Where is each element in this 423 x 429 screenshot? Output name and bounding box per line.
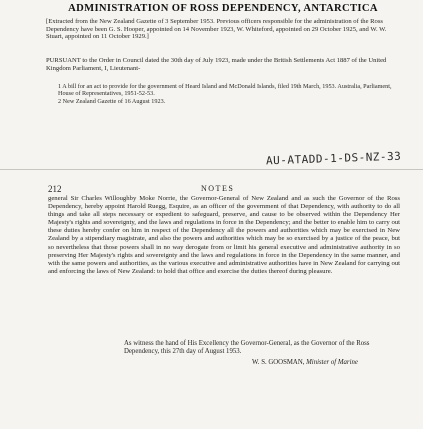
- gazette-extract-note: [Extracted from the New Zealand Gazette of 3 September 1953. Previous officers responsible for the administration of the Ross Dependency have been G. S. Hooper, appointed on 14 November 1923, W. Whiteford, appointed on 29 October 1925, and W. W. Stuart, appointed on 11 October 1929.]: [46, 18, 387, 41]
- handwritten-reference: AU-ATADD-1-DS-NZ-33: [265, 149, 402, 168]
- signatory-name: W. S. GOOSMAN,: [252, 359, 305, 366]
- signatory-title: Minister of Marine: [306, 359, 358, 366]
- footnote-1: 1 A bill for an act to provide for the government of Heard Island and McDonald Islands, filed 19th March, 1953. Australia, Parliament, House of Representatives, 1951-52-53.: [58, 83, 392, 98]
- footnote-2: 2 New Zealand Gazette of 16 August 1923.: [58, 98, 166, 105]
- running-head: NOTES: [201, 184, 235, 193]
- page-divider: [0, 169, 423, 170]
- appointment-text: general Sir Charles Willoughby Moke Norrie, the Governor-General of New Zealand and as such the Governor of the Ross Dependency, hereby appoint Harold Ruegg, Esquire, as an officer of the government of that Dependency, with authority to do all things and take all steps necessary or expedient to safeguard, preserve, and cause to be observed within the Dependency Her Majesty's rights and sovereignty, and the laws and regulations in force in the Dependency; and the better to enable him to carry out these duties hereby confer on him in respect of the Dependency all the powers and authorities which may be exercised in New Zealand by a stipendiary magistrate, and also the powers and authorities which may be so exercised by a justice of the peace, but so nevertheless that those powers shall in no way derogate from or limit his general executive and administrative authority in so preserving Her Majesty's rights and sovereignty and the laws and regulations in force in the Dependency in the same manner, and with the same powers and authorities, as the various executive and administrative authorities have in New Zealand for carrying out and enforcing the laws of New Zealand: to hold that office and exercise the duties thereof during pleasure.: [48, 195, 400, 275]
- page-number: 212: [48, 184, 62, 194]
- previous-page-excerpt: [38, 0, 408, 178]
- signature-line: [252, 359, 358, 366]
- pursuant-paragraph: PURSUANT to the Order in Council dated the 30th day of July 1923, made under the British Settlements Act 1887 of the United Kingdom Parliament, I, Lieutenant-: [46, 57, 387, 72]
- document-heading: ADMINISTRATION OF ROSS DEPENDENCY, ANTARCTICA: [68, 3, 378, 14]
- witness-clause: As witness the hand of His Excellency the Governor-General, as the Governor of the Ross Dependency, this 27th day of August 1953.: [124, 340, 370, 356]
